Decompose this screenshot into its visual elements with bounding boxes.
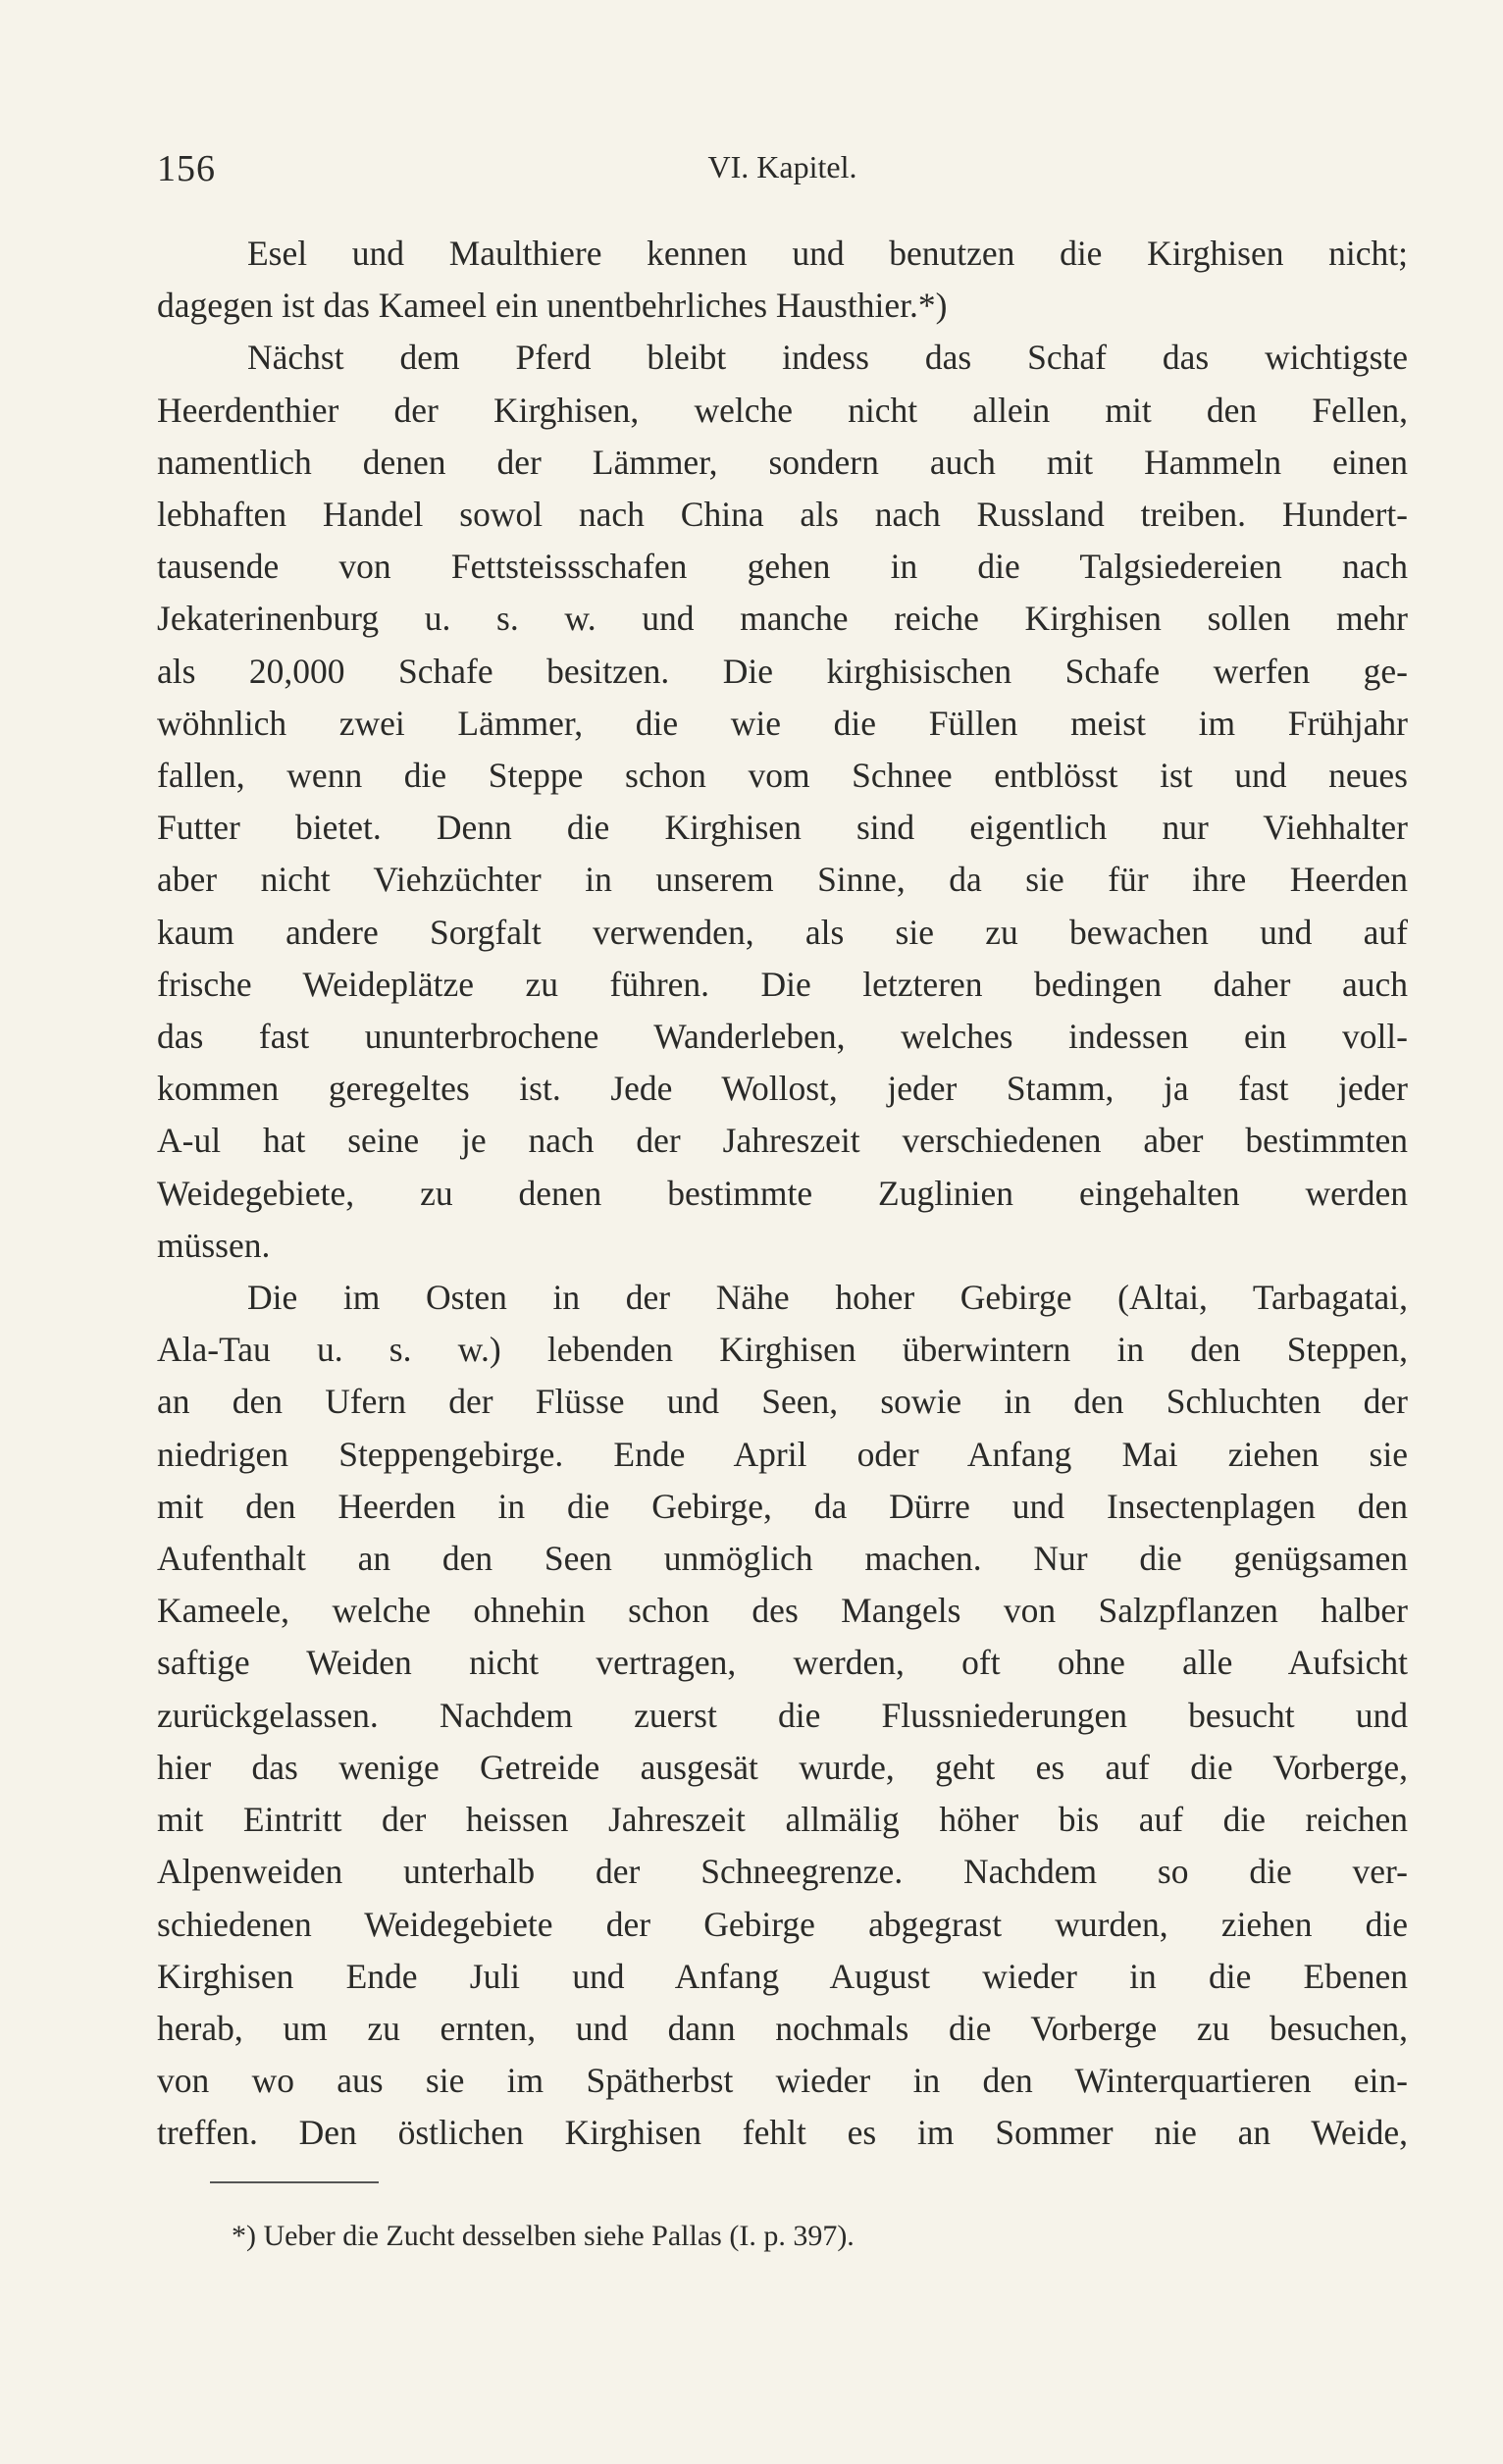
text-line: Futter bietet. Denn die Kirghisen sind eigentlich nur Viehhalter: [157, 808, 1408, 848]
running-head: VI. Kapitel.: [707, 149, 857, 184]
text-line: kaum andere Sorgfalt verwenden, als sie zu bewachen und auf: [157, 912, 1408, 952]
text-line: hier das wenige Getreide ausgesät wurde, geht es auf die Vorberge,: [157, 1747, 1408, 1787]
text-line: Kirghisen Ende Juli und Anfang August wieder in die Ebenen: [157, 1956, 1408, 1996]
text-line: schiedenen Weidegebiete der Gebirge abgegrast wurden, ziehen die: [157, 1904, 1408, 1944]
text-line: Heerdenthier der Kirghisen, welche nicht allein mit den Fellen,: [157, 390, 1408, 430]
footnote-divider: [210, 2181, 379, 2183]
text-line: an den Ufern der Flüsse und Seen, sowie in den Schluchten der: [157, 1382, 1408, 1422]
text-line: kommen geregeltes ist. Jede Wollost, jeder Stamm, ja fast jeder: [157, 1069, 1408, 1109]
text-line: Alpenweiden unterhalb der Schneegrenze. Nachdem so die ver-: [157, 1852, 1408, 1892]
text-line: müssen.: [157, 1225, 271, 1265]
text-line: Nächst dem Pferd bleibt indess das Schaf das wichtigste: [247, 338, 1408, 378]
text-line: Esel und Maulthiere kennen und benutzen die Kirghisen nicht;: [247, 234, 1408, 273]
page-number: 156: [157, 148, 216, 189]
text-line: niedrigen Steppengebirge. Ende April oder Anfang Mai ziehen sie: [157, 1434, 1408, 1474]
text-line: dagegen ist das Kameel ein unentbehrliches Hausthier.*): [157, 286, 948, 326]
page-header: [157, 147, 1408, 196]
text-line: mit Eintritt der heissen Jahreszeit allmälig höher bis auf die reichen: [157, 1800, 1408, 1840]
text-line: saftige Weiden nicht vertragen, werden, oft ohne alle Aufsicht: [157, 1643, 1408, 1683]
text-line: herab, um zu ernten, und dann nochmals die Vorberge zu besuchen,: [157, 2008, 1408, 2048]
text-line: zurückgelassen. Nachdem zuerst die Flussniederungen besucht und: [157, 1695, 1408, 1735]
text-line: aber nicht Viehzüchter in unserem Sinne, da sie für ihre Heerden: [157, 860, 1408, 900]
text-line: A-ul hat seine je nach der Jahreszeit verschiedenen aber bestimmten: [157, 1121, 1408, 1161]
footnote: *) Ueber die Zucht desselben siehe Pallas (I. p. 397).: [232, 2220, 855, 2252]
text-line: treffen. Den östlichen Kirghisen fehlt es im Sommer nie an Weide,: [157, 2113, 1408, 2153]
text-line: lebhaften Handel sowol nach China als nach Russland treiben. Hundert-: [157, 495, 1408, 535]
text-line: wöhnlich zwei Lämmer, die wie die Füllen meist im Frühjahr: [157, 703, 1408, 743]
text-line: namentlich denen der Lämmer, sondern auch mit Hammeln einen: [157, 442, 1408, 482]
text-line: Weidegebiete, zu denen bestimmte Zuglinien eingehalten werden: [157, 1173, 1408, 1213]
text-line: Jekaterinenburg u. s. w. und manche reiche Kirghisen sollen mehr: [157, 599, 1408, 639]
text-line: fallen, wenn die Steppe schon vom Schnee entblösst ist und neues: [157, 756, 1408, 796]
text-line: frische Weideplätze zu führen. Die letzteren bedingen daher auch: [157, 964, 1408, 1004]
text-line: von wo aus sie im Spätherbst wieder in den Winterquartieren ein-: [157, 2061, 1408, 2101]
text-line: Die im Osten in der Nähe hoher Gebirge (Altai, Tarbagatai,: [247, 1278, 1408, 1318]
text-line: mit den Heerden in die Gebirge, da Dürre und Insectenplagen den: [157, 1486, 1408, 1526]
text-line: Kameele, welche ohnehin schon des Mangels von Salzpflanzen halber: [157, 1591, 1408, 1631]
body-text: [157, 228, 1408, 2160]
text-line: Ala-Tau u. s. w.) lebenden Kirghisen überwintern in den Steppen,: [157, 1330, 1408, 1370]
text-line: tausende von Fettsteissschafen gehen in die Talgsiedereien nach: [157, 547, 1408, 587]
text-line: Aufenthalt an den Seen unmöglich machen. Nur die genügsamen: [157, 1539, 1408, 1579]
text-line: das fast ununterbrochene Wanderleben, welches indessen ein voll-: [157, 1017, 1408, 1057]
text-line: als 20,000 Schafe besitzen. Die kirghisischen Schafe werfen ge-: [157, 651, 1408, 691]
